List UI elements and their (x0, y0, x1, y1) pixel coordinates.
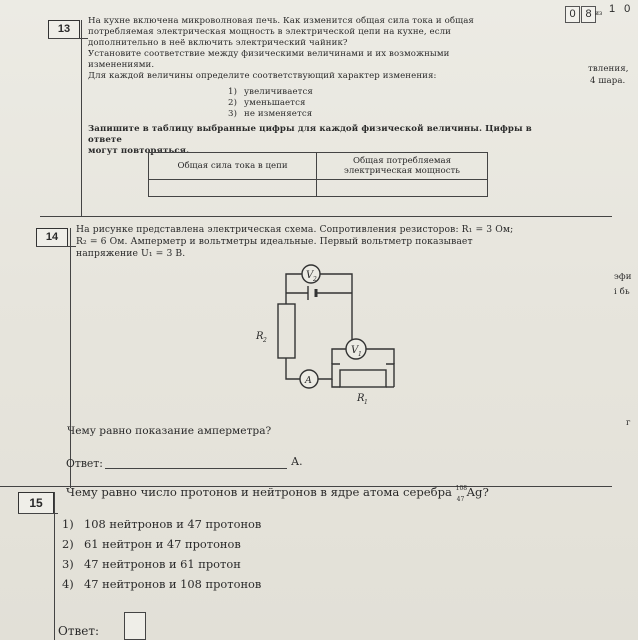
option-text: 47 нейтронов и 108 протонов (84, 577, 262, 591)
q15-answer-box[interactable] (124, 612, 146, 640)
wire (320, 274, 352, 293)
code-cell: 0 (565, 6, 580, 23)
q13-line: дополнительно в неё включить электрический чайник? (88, 38, 348, 48)
option-number: 4) (62, 577, 74, 591)
circuit-diagram (240, 258, 410, 418)
wire (286, 274, 302, 293)
q14-answer-line[interactable] (105, 468, 287, 469)
v1-label: V (351, 345, 359, 356)
q14-answer-unit: А. (291, 455, 303, 468)
wire (366, 349, 394, 364)
option-text: 108 нейтронов и 47 протонов (84, 517, 262, 531)
option-item (228, 98, 313, 109)
q15-question-text: Чему равно число протонов и нейтронов в ядре атома серебра (66, 485, 456, 499)
r1-label: R (357, 393, 365, 404)
q13-line: Установите соответствие между физическими величинами и их возможными (88, 49, 450, 59)
ammeter-label: A (305, 375, 312, 386)
v2-label: V (306, 270, 314, 281)
mass-number: 108 (455, 485, 468, 492)
atomic-number: 47 (456, 496, 465, 503)
code-superscript: из (595, 10, 603, 17)
q13-line: изменениями. (88, 60, 155, 70)
q14-answer-label: Ответ: (66, 457, 103, 470)
wire (318, 364, 340, 379)
option-number: 2) (62, 537, 74, 551)
option-number: 1) (62, 517, 74, 531)
option-item[interactable] (62, 537, 261, 557)
divider (40, 216, 612, 217)
option-item[interactable] (62, 557, 261, 577)
q15-question (66, 485, 489, 503)
margin-line (54, 492, 55, 640)
wire (332, 379, 340, 387)
isotope (455, 485, 486, 503)
q15-answer-label: Ответ: (58, 624, 100, 638)
right-page-fragment: эфи (614, 272, 632, 282)
right-page-fragment: твления, (588, 64, 629, 74)
q13-write-line: могут повторяться. (88, 146, 190, 156)
answer-cell[interactable] (149, 180, 317, 197)
question-number-14: 14 (36, 228, 68, 247)
option-item[interactable] (62, 577, 261, 597)
divider (18, 513, 58, 514)
wire (286, 358, 300, 379)
margin-line (81, 20, 82, 216)
q13-text (88, 16, 548, 82)
option-number: 3) (62, 557, 74, 571)
q14-line: напряжение U₁ = 3 В. (76, 248, 186, 259)
q14-question: Чему равно показание амперметра? (67, 425, 272, 437)
q13-instruction: Для каждой величины определите соответствующий характер изменения: (88, 71, 437, 81)
option-item (228, 87, 313, 98)
option-text: уменьшается (244, 98, 306, 108)
q14-line: На рисунке представлена электрическая схема. Сопротивления резисторов: R₁ = 3 Ом; (76, 224, 514, 235)
code-tail: 1 0 (609, 3, 634, 15)
q14-text (76, 224, 556, 260)
option-item (228, 109, 313, 120)
wire (332, 349, 346, 364)
q15-question-mark: ? (482, 485, 489, 499)
element-symbol: Ag (466, 485, 483, 499)
answer-cell[interactable] (317, 180, 488, 197)
option-number: 2) (228, 98, 238, 108)
resistor-r1 (340, 370, 386, 387)
margin-line (70, 228, 71, 488)
q13-options (228, 87, 313, 120)
q15-options (62, 517, 261, 597)
q13-line: На кухне включена микроволновая печь. Как изменится общая сила тока и общая (88, 16, 474, 26)
resistor-r2 (278, 304, 295, 358)
wire (386, 364, 394, 387)
option-text: 47 нейтронов и 61 протон (84, 557, 241, 571)
right-page-fragment: 4 шара. (590, 76, 626, 86)
right-page-fragment: і бь (614, 287, 630, 297)
option-text: не изменяется (244, 109, 313, 119)
table-header: Общая потребляемая электрическая мощность (317, 153, 488, 180)
q13-write-line: Запишите в таблицу выбранные цифры для каждой физической величины. Цифры в ответе (88, 124, 532, 145)
question-number-15: 15 (18, 492, 54, 514)
v2-sub: 2 (313, 276, 317, 283)
option-number: 3) (228, 109, 238, 119)
option-item[interactable] (62, 517, 261, 537)
q13-answer-table (148, 152, 488, 197)
option-number: 1) (228, 87, 238, 97)
question-number-13: 13 (48, 20, 80, 39)
variant-code (565, 2, 634, 23)
q14-line: R₂ = 6 Ом. Амперметр и вольтметры идеальные. Первый вольтметр показывает (76, 236, 473, 247)
code-cell: 8 (581, 6, 596, 23)
q13-line: потребляемая электрическая мощность в электрической цепи на кухне, если (88, 27, 451, 37)
option-text: 61 нейтрон и 47 протонов (84, 537, 241, 551)
right-page-fragment: г (626, 418, 631, 428)
table-header: Общая сила тока в цепи (149, 153, 317, 180)
v1-sub: 1 (358, 351, 362, 358)
r2-sub: 2 (263, 337, 267, 344)
r1-sub: 1 (364, 399, 368, 406)
option-text: увеличивается (244, 87, 313, 97)
r2-label: R (256, 331, 264, 342)
